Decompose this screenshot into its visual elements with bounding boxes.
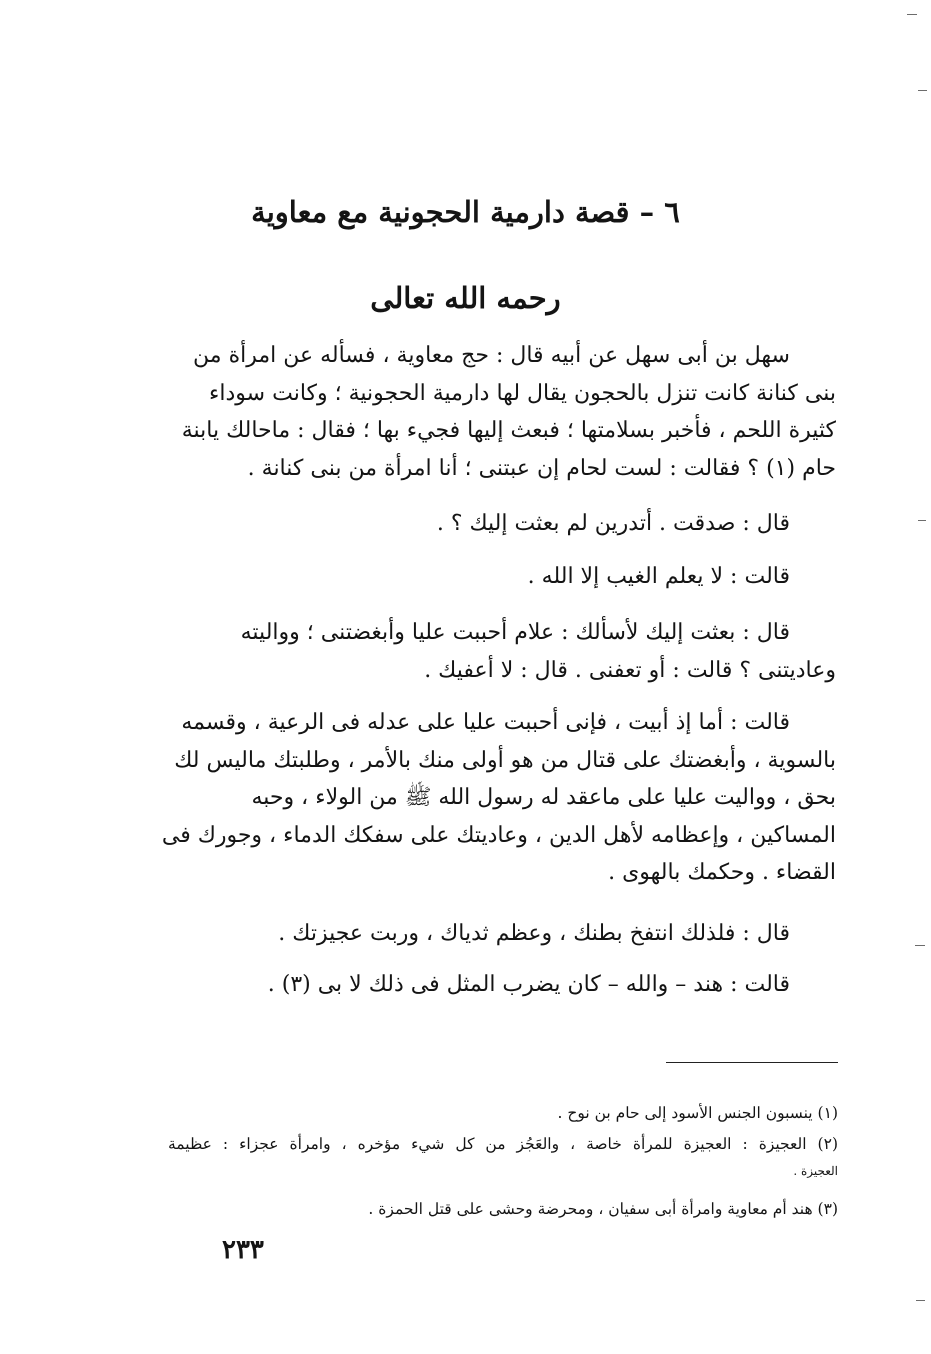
text-line: قالت : لا يعلم الغيب إلا الله . bbox=[527, 564, 790, 589]
text-line: سهل بن أبى سهل عن أبيه قال : حج معاوية ، فسأله عن امرأة من bbox=[193, 343, 790, 368]
text-line: كثيرة اللحم ، فأخبر بسلامتها ؛ فبعث إليها فجيء بها ؛ فقال : ماحالك يابنة bbox=[181, 418, 836, 443]
text-line: بالسوية ، وأبغضتك على قتال من هو أولى منك بالأمر ، وطلبتك ماليس لك bbox=[174, 747, 836, 773]
text-line: بحق ، وواليت عليا على ماعقد له رسول الله ﷺ من الولاء ، وحبه bbox=[251, 785, 836, 810]
chapter-title: ٦ – قصة دارمية الحجونية مع معاوية bbox=[251, 195, 680, 229]
footnote-divider bbox=[666, 1062, 838, 1063]
scan-edge-mark bbox=[915, 945, 925, 946]
text-line: بنى كنانة كانت تنزل بالحجون يقال لها دارمية الحجونية ؛ وكانت سوداء bbox=[209, 380, 836, 406]
scan-edge-mark bbox=[916, 1300, 925, 1301]
scan-edge-mark bbox=[907, 14, 917, 15]
paragraph-dialogue bbox=[168, 614, 836, 689]
footnote bbox=[168, 1196, 838, 1222]
paragraph-dialogue bbox=[161, 704, 836, 892]
chapter-subtitle: رحمه الله تعالى bbox=[370, 281, 561, 315]
paragraph-dialogue bbox=[168, 966, 836, 1004]
footnote bbox=[168, 1131, 838, 1157]
paragraph-dialogue bbox=[168, 558, 836, 596]
footnote-text: العجيزة . bbox=[793, 1164, 838, 1178]
text-line: المساكين ، وإعظامه لأهل الدين ، وعاديتك على سفكك الدماء ، وجورك فى bbox=[161, 822, 836, 848]
page-number: ٢٣٣ bbox=[222, 1235, 264, 1265]
footnote bbox=[168, 1100, 838, 1126]
footnote-text: (٣) هند أم معاوية وامرأة أبى سفيان ، ومحرضة وحشى على قتل الحمزة . bbox=[368, 1200, 838, 1218]
text-line: قال : بعثت إليك لأسألك : علام أحببت عليا وأبغضتنى ؛ وواليته bbox=[240, 620, 790, 645]
text-line: القضاء . وحكمك بالهوى . bbox=[608, 860, 836, 885]
paragraph-dialogue bbox=[168, 505, 836, 543]
paragraph-intro bbox=[168, 337, 836, 487]
scan-edge-mark bbox=[918, 90, 927, 91]
footnote-text: (٢) العجيزة : العجيزة للمرأة خاصة ، والعَجُز من كل شيء مؤخره ، وامرأة عجزاء : عظيمة bbox=[168, 1135, 838, 1153]
text-line: وعاديتنى ؟ قالت : أو تعفنى . قال : لا أعفيك . bbox=[424, 657, 836, 683]
text-line: قالت : هند – والله – كان يضرب المثل فى ذلك لا بى (٣) . bbox=[267, 972, 790, 997]
text-line: قال : فلذلك انتفخ بطنك ، وعظم ثدياك ، وربت عجيزتك . bbox=[278, 921, 790, 946]
paragraph-dialogue bbox=[168, 915, 836, 953]
text-line: قال : صدقت . أتدرين لم بعثت إليك ؟ . bbox=[436, 511, 790, 536]
text-line: حام (١) ؟ فقالت : لست لحام إن عبتنى ؛ أنا امرأة من بنى كنانة . bbox=[247, 455, 836, 481]
text-line: قالت : أما إذ أبيت ، فإنى أحببت عليا على عدله فى الرعية ، وقسمه bbox=[181, 710, 790, 735]
footnote-text: (١) ينسبون الجنس الأسود إلى حام بن نوح . bbox=[557, 1104, 838, 1122]
scan-edge-mark bbox=[918, 520, 926, 521]
footnote-continuation bbox=[168, 1158, 838, 1184]
